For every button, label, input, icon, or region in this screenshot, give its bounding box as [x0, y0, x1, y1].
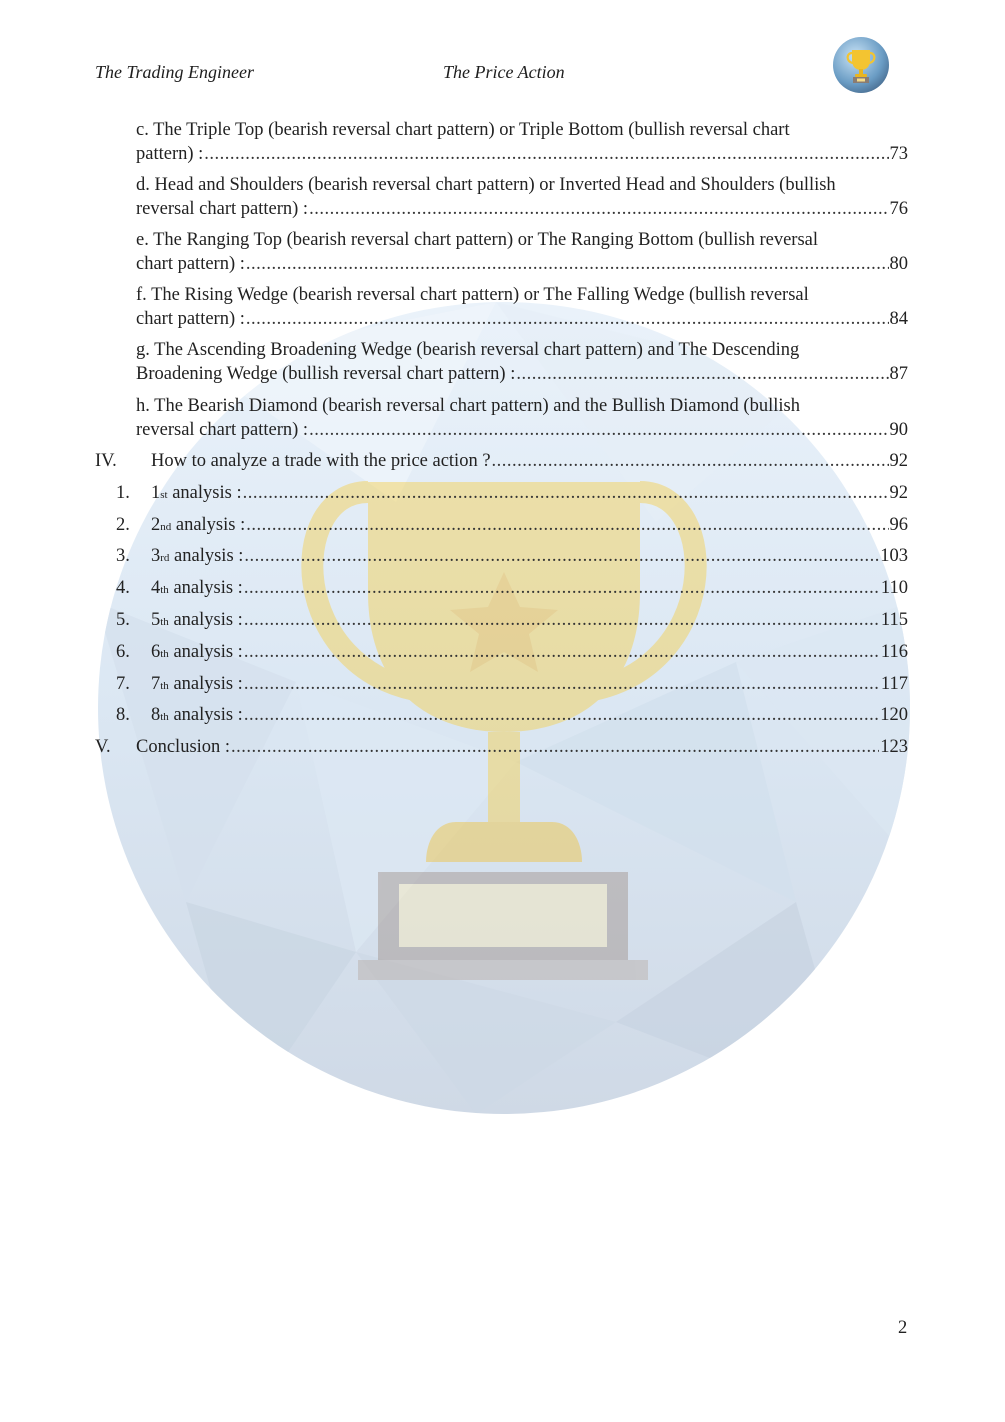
header-document-title: The Trading Engineer	[95, 62, 255, 82]
toc-item-number: 3.	[116, 546, 130, 566]
toc-page-number: 117	[880, 674, 908, 694]
toc-item-number: 8.	[116, 705, 130, 725]
toc-page-number: 76	[889, 198, 908, 219]
toc-page-number: 92	[889, 451, 908, 471]
toc-page-number: 110	[880, 578, 908, 598]
toc-item-number: 5.	[116, 610, 130, 630]
toc-entry[interactable]: f. The Rising Wedge (bearish reversal chart pattern) or The Falling Wedge (bullish reversal chart pattern) : ..... 84	[136, 284, 908, 331]
toc-entry[interactable]: e. The Ranging Top (bearish reversal chart pattern) or The Ranging Bottom (bullish reversal chart pattern) : ..... 80	[136, 229, 908, 276]
toc-page-number: 92	[889, 483, 908, 503]
toc-entry[interactable]: g. The Ascending Broadening Wedge (bearish reversal chart pattern) and The Descending Broadening Wedge (bullish reversal chart pattern) : ..... 87	[136, 339, 908, 386]
toc-entry[interactable]: d. Head and Shoulders (bearish reversal chart pattern) or Inverted Head and Shoulders (bullish reversal chart pattern) : ..... 76	[136, 174, 908, 221]
toc-item-number: 1.	[116, 483, 130, 503]
toc-page-number: 96	[889, 515, 908, 535]
toc-page-number: 84	[889, 308, 908, 329]
toc-page-number: 87	[889, 363, 908, 384]
toc-page-number: 80	[889, 253, 908, 274]
page-number: 2	[898, 1318, 908, 1338]
toc-item-number: 7.	[116, 674, 130, 694]
toc-section-numeral: IV.	[95, 451, 117, 471]
toc-section-numeral: V.	[95, 737, 111, 757]
toc-entry[interactable]: 7 th analysis : ..... 117	[151, 673, 908, 697]
toc-entry[interactable]: 5 th analysis : ..... 115	[151, 609, 908, 633]
toc-item-number: 4.	[116, 578, 130, 598]
header-section-title: The Price Action	[443, 62, 565, 82]
toc-entry[interactable]: 2 nd analysis : ..... 96	[151, 514, 908, 538]
toc-page-number: 120	[880, 705, 908, 725]
toc-section-iv[interactable]: How to analyze a trade with the price action ? ..... 92	[151, 450, 908, 474]
toc-item-number: 2.	[116, 515, 130, 535]
toc-entry[interactable]: c. The Triple Top (bearish reversal chart pattern) or Triple Bottom (bullish reversal chart pattern) : ..... 73	[136, 119, 908, 166]
toc-entry[interactable]: 6 th analysis : ..... 116	[151, 641, 908, 665]
toc-entry[interactable]: h. The Bearish Diamond (bearish reversal chart pattern) and the Bullish Diamond (bullish reversal chart pattern) : ..... 90	[136, 395, 908, 442]
toc-entry[interactable]: 4 th analysis : ..... 110	[151, 577, 908, 601]
toc-page-number: 116	[880, 642, 908, 662]
toc-page-number: 90	[889, 419, 908, 440]
toc-entry[interactable]: 1 st analysis : ..... 92	[151, 482, 908, 506]
toc-page-number: 103	[880, 546, 908, 566]
toc-page-number: 123	[880, 737, 908, 757]
toc-page-number: 115	[880, 610, 908, 630]
toc-entry[interactable]: 8 th analysis : ..... 120	[151, 704, 908, 728]
toc-entry[interactable]: 3 rd analysis : ..... 103	[151, 545, 908, 569]
toc-item-number: 6.	[116, 642, 130, 662]
toc-section-v[interactable]: Conclusion : ..... 123	[136, 736, 908, 760]
toc-page-number: 73	[889, 143, 908, 164]
